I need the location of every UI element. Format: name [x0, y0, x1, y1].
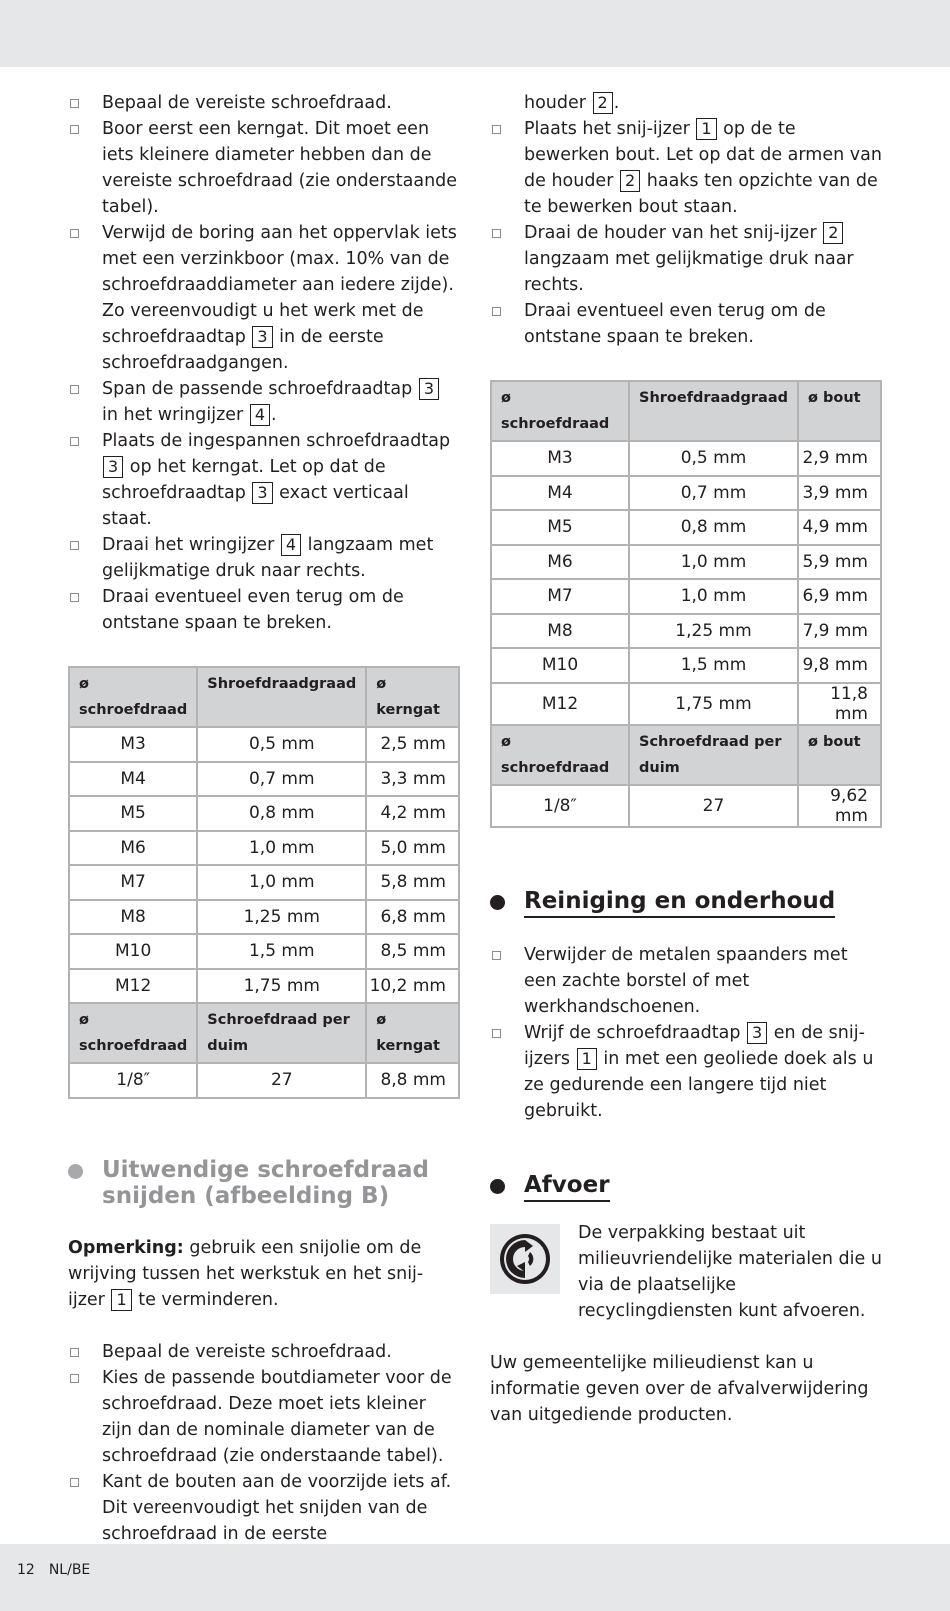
bullet-square-icon	[70, 125, 79, 134]
bullet-dot-icon	[490, 895, 505, 910]
part-ref-1: 1	[111, 1289, 131, 1311]
top-band	[0, 0, 950, 67]
table-row: M3 0,5 mm 2,5 mm	[69, 727, 459, 762]
table-row: M6 1,0 mm 5,0 mm	[69, 831, 459, 866]
core-hole-table	[68, 666, 460, 1099]
bullet-square-icon	[70, 229, 79, 238]
part-ref-1: 1	[577, 1048, 597, 1070]
list-item: Wrijf de schroefdraadtap 3 en de snij-ijzers 1 in met een geoliede doek als u ze gedurende een langere tijd niet gebruikt.	[490, 1020, 884, 1124]
part-ref-2: 2	[620, 170, 640, 192]
table-header: ø kerngat	[366, 667, 459, 727]
list-item: Draai eventueel even terug om de ontstane spaan te breken.	[68, 584, 460, 636]
table-row: M12 1,75 mm 11,8 mm	[491, 683, 881, 725]
section-heading-cleaning: Reiniging en onderhoud	[490, 888, 884, 918]
list-item: Draai de houder van het snij-ijzer 2 langzaam met gelijkmatige druk naar rechts.	[490, 220, 884, 298]
table-row: M5 0,8 mm 4,2 mm	[69, 796, 459, 831]
bullet-square-icon	[492, 307, 501, 316]
list-item: Bepaal de vereiste schroefdraad.	[68, 90, 460, 116]
bullet-square-icon	[492, 951, 501, 960]
table-row: M4 0,7 mm 3,3 mm	[69, 762, 459, 797]
bullet-square-icon	[70, 385, 79, 394]
list-item: Kies de passende boutdiameter voor de schroefdraad. Deze moet iets kleiner zijn dan de nominale diameter van de schroefdraad (zie onderstaande tabel).	[68, 1365, 460, 1469]
bullet-dot-icon	[490, 1179, 505, 1194]
part-ref-3: 3	[747, 1022, 767, 1044]
bolt-diameter-table	[490, 380, 882, 828]
table-header: ø kerngat	[366, 1003, 459, 1063]
table-row: M8 1,25 mm 7,9 mm	[491, 614, 881, 649]
table-row: M8 1,25 mm 6,8 mm	[69, 900, 459, 935]
bullet-square-icon	[492, 125, 501, 134]
table-row: M7 1,0 mm 5,8 mm	[69, 865, 459, 900]
bullet-dot-icon	[68, 1164, 83, 1179]
bullet-square-icon	[492, 229, 501, 238]
table-row: M6 1,0 mm 5,9 mm	[491, 545, 881, 580]
packaging-notice: De verpakking bestaat uit milieuvriendelijke materialen die u via de plaatselijke recyclingdiensten kunt afvoeren.	[490, 1220, 884, 1324]
list-item: Draai het wringijzer 4 langzaam met gelijkmatige druk naar rechts.	[68, 532, 460, 584]
table-row: M12 1,75 mm 10,2 mm	[69, 969, 459, 1004]
part-ref-4: 4	[281, 534, 301, 556]
language-code: NL/BE	[48, 1562, 91, 1578]
page-number: 12	[17, 1562, 35, 1578]
list-item: Boor eerst een kerngat. Dit moet een iets kleinere diameter hebben dan de vereiste schroefdraad (zie onderstaande tabel).	[68, 116, 460, 220]
part-ref-3: 3	[103, 456, 123, 478]
table-row: 1/8″ 27 9,62 mm	[491, 785, 881, 827]
left-column	[68, 90, 460, 1599]
external-thread-steps-continued	[490, 116, 884, 350]
table-header: ø bout	[798, 381, 881, 441]
table-row: M3 0,5 mm 2,9 mm	[491, 441, 881, 476]
list-item: Plaats het snij-ijzer 1 op de te bewerken bout. Let op dat de armen van de houder 2 haaks ten opzichte van de te bewerken bout staan.	[490, 116, 884, 220]
section-heading-external-thread: Uitwendige schroefdraad snijden (afbeelding B)	[68, 1157, 460, 1209]
bullet-square-icon	[70, 593, 79, 602]
table-header: ø schroefdraad	[69, 1003, 197, 1063]
bullet-square-icon	[70, 437, 79, 446]
table-row: 1/8″ 27 8,8 mm	[69, 1063, 459, 1098]
bullet-square-icon	[70, 541, 79, 550]
table-header: ø bout	[798, 725, 881, 785]
list-item: Plaats de ingespannen schroefdraadtap 3 op het kerngat. Let op dat de schroefdraadtap 3 exact verticaal staat.	[68, 428, 460, 532]
table-header: Schroefdraad per duim	[629, 725, 798, 785]
part-ref-3: 3	[419, 378, 439, 400]
table-row: M4 0,7 mm 3,9 mm	[491, 476, 881, 511]
table-header: Schroefdraad per duim	[197, 1003, 366, 1063]
bullet-square-icon	[70, 1348, 79, 1357]
part-ref-3: 3	[252, 326, 272, 348]
municipal-info: Uw gemeentelijke milieudienst kan u informatie geven over de afvalverwijdering van uitgediende producten.	[490, 1352, 869, 1425]
table-header: Shroefdraadgraad	[629, 381, 798, 441]
bullet-square-icon	[70, 99, 79, 108]
part-ref-3: 3	[252, 482, 272, 504]
internal-thread-steps	[68, 90, 460, 636]
part-ref-2: 2	[593, 92, 613, 114]
part-ref-2: 2	[823, 222, 843, 244]
green-dot-recycling-icon	[490, 1224, 560, 1294]
table-header: ø schroefdraad	[491, 725, 629, 785]
table-header: ø schroefdraad	[491, 381, 629, 441]
table-row: M10 1,5 mm 9,8 mm	[491, 648, 881, 683]
table-row: M5 0,8 mm 4,9 mm	[491, 510, 881, 545]
table-row: M10 1,5 mm 8,5 mm	[69, 934, 459, 969]
list-item: Verwijd de boring aan het oppervlak iets met een verzinkboor (max. 10% van de schroefdraaddiameter aan iedere zijde). Zo vereenvoudigt u het werk met de schroefdraadtap 3 in de eerste schroefdraadgangen.	[68, 220, 460, 376]
right-column	[490, 90, 884, 1428]
table-row: M7 1,0 mm 6,9 mm	[491, 579, 881, 614]
list-item: Span de passende schroefdraadtap 3 in het wringijzer 4 .	[68, 376, 460, 428]
section-heading-disposal: Afvoer	[490, 1172, 884, 1202]
list-item: Draai eventueel even terug om de ontstane spaan te breken.	[490, 298, 884, 350]
part-ref-4: 4	[250, 404, 270, 426]
table-header: ø schroefdraad	[69, 667, 197, 727]
list-item-continuation: houder 2 .	[524, 93, 620, 113]
bullet-square-icon	[492, 1029, 501, 1038]
list-item: Bepaal de vereiste schroefdraad.	[68, 1339, 460, 1365]
part-ref-1: 1	[696, 118, 716, 140]
note-paragraph: Opmerking: gebruik een snijolie om de wrijving tussen het werkstuk en het snij-ijzer 1 te verminderen.	[68, 1237, 424, 1310]
cleaning-steps	[490, 942, 884, 1124]
list-item: Kant de bouten aan de voorzijde iets af. Dit vereenvoudigt het snijden van de schroefdraad in de eerste	[68, 1469, 460, 1573]
table-header: Shroefdraadgraad	[197, 667, 366, 727]
bullet-square-icon	[70, 1478, 79, 1487]
bullet-square-icon	[70, 1374, 79, 1383]
list-item: Verwijder de metalen spaanders met een zachte borstel of met werkhandschoenen.	[490, 942, 884, 1020]
page-footer	[17, 1562, 104, 1578]
footer-band	[0, 1544, 950, 1611]
